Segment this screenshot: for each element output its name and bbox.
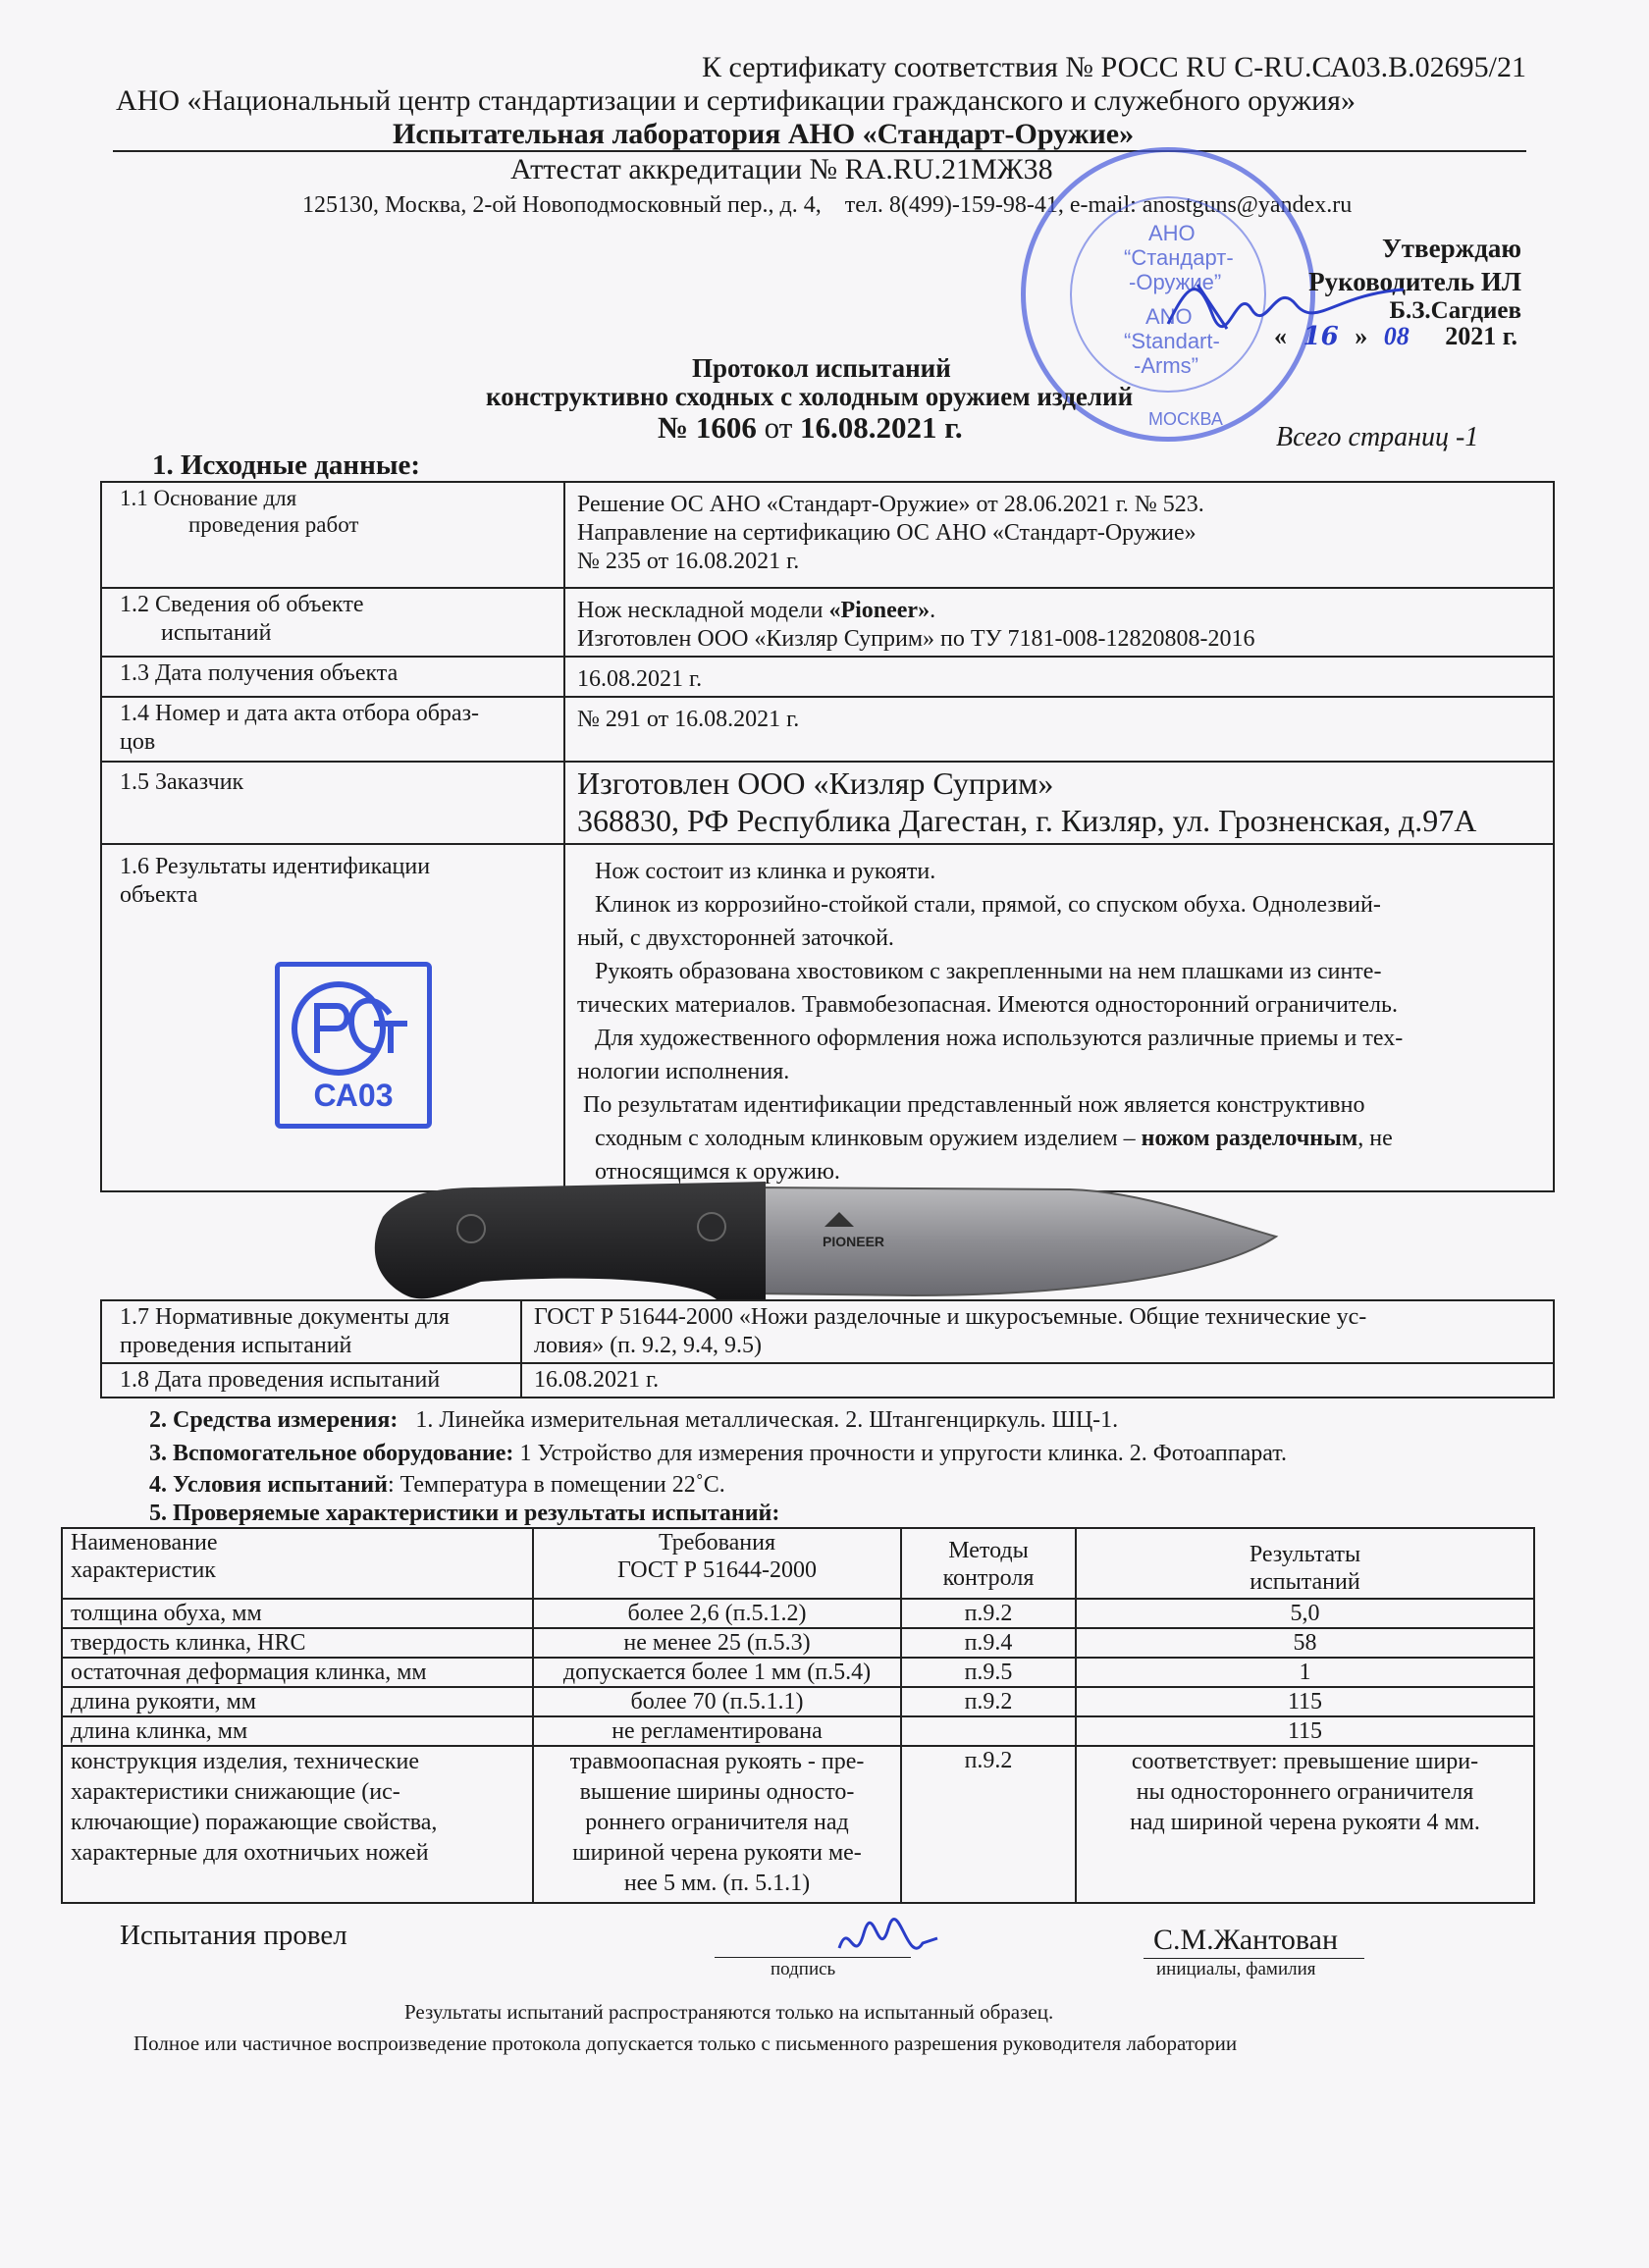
cell-method: п.9.5 (901, 1658, 1076, 1687)
table-row (62, 1658, 1534, 1687)
cell-text: ловия» (п. 9.2, 9.4, 9.5) (534, 1333, 763, 1358)
tester-signature (829, 1909, 947, 1978)
cell-method (901, 1716, 1076, 1746)
protocol-subtitle: конструктивно сходных с холодным оружием изделий (486, 382, 1134, 411)
cell-text: испытаний (161, 620, 272, 646)
list-text: 1. Линейка измерительная металлическая. 2. Штангенциркуль. ШЦ-1. (398, 1407, 1119, 1433)
row-value (521, 1363, 1554, 1398)
name-caption: инициалы, фамилия (1156, 1959, 1316, 1979)
cell-text: № 235 от 16.08.2021 г. (577, 549, 800, 574)
signature-caption: подпись (771, 1959, 836, 1979)
cell-text: характеристики снижающие (ис- (71, 1779, 400, 1805)
test-conditions (149, 1470, 725, 1500)
header-cell (1076, 1528, 1534, 1599)
cell-requirement: допускается более 1 мм (п.5.4) (533, 1658, 901, 1687)
header-cell (62, 1528, 533, 1599)
list-text: 1 Устройство для измерения прочности и упругости клинка. 2. Фотоаппарат. (513, 1441, 1287, 1466)
cell-text: нологии исполнения. (577, 1059, 790, 1084)
table-row (62, 1746, 1534, 1903)
approve-month: 08 (1383, 322, 1410, 350)
cell-text: 1.2 Сведения об объекте (120, 592, 364, 617)
cell-text: ны одностороннего ограничителя (1136, 1779, 1474, 1805)
cell-text: характерные для охотничьих ножей (71, 1840, 429, 1866)
list-label: 2. Средства измерения: (149, 1407, 399, 1433)
cell-result: 58 (1076, 1628, 1534, 1658)
knife-photo (363, 1178, 1286, 1305)
cell-method: п.9.2 (901, 1746, 1076, 1903)
cell-text: 1.8 Дата проведения испытаний (120, 1367, 441, 1393)
approver-name: Б.З.Сагдиев (1389, 297, 1521, 324)
cell-text: над шириной черена рукояти 4 мм. (1130, 1810, 1480, 1835)
row-value (564, 588, 1554, 657)
cell-text: Изготовлен ООО «Кизляр Суприм» по ТУ 7181-008-12820808-2016 (577, 626, 1255, 652)
row-value (564, 657, 1554, 697)
stamp-text: -Arms” (1134, 353, 1198, 378)
disclaimer-1: Результаты испытаний распространяются только на испытанный образец. (404, 2000, 1054, 2024)
cell-text: 1.3 Дата получения объекта (120, 660, 399, 686)
approve-year: 2021 г. (1445, 322, 1518, 350)
cell-result (1076, 1746, 1534, 1903)
cell-requirement: более 2,6 (п.5.1.2) (533, 1599, 901, 1628)
quote-close: » (1355, 322, 1368, 350)
table-row (62, 1687, 1534, 1716)
cell-text: Нож состоит из клинка и рукояти. (595, 859, 936, 884)
cell-text: Методы (948, 1538, 1029, 1563)
section-initial-data: 1. Исходные данные: (152, 449, 421, 481)
approve-day: 16 (1303, 322, 1339, 351)
quote-open: « (1274, 322, 1287, 350)
cell-result: 1 (1076, 1658, 1534, 1687)
cell-text: проведения работ (188, 512, 359, 537)
cell-text: нее 5 мм. (п. 5.1.1) (623, 1871, 811, 1896)
row-label (101, 657, 564, 697)
total-pages: Всего страниц -1 (1276, 422, 1479, 452)
cell-name: длина рукояти, мм (62, 1687, 533, 1716)
checked-characteristics-heading: 5. Проверяемые характеристики и результаты испытаний: (149, 1501, 780, 1526)
cell-text: цов (120, 729, 156, 755)
results-table (61, 1527, 1535, 1904)
list-label: 3. Вспомогательное оборудование: (149, 1441, 514, 1466)
cell-requirement: более 70 (п.5.1.1) (533, 1687, 901, 1716)
cell-text: шириной черена рукояти ме- (572, 1840, 862, 1866)
row-label (101, 1300, 521, 1363)
header-cell (901, 1528, 1076, 1599)
cell-text: объекта (120, 882, 198, 908)
laboratory-name: Испытательная лаборатория АНО «Стандарт-Оружие» (393, 118, 1135, 150)
cell-text: ГОСТ Р 51644-2000 «Ножи разделочные и шкуросъемные. Общие технические ус- (534, 1304, 1367, 1330)
cell-text: № 291 от 16.08.2021 г. (577, 707, 800, 732)
table-row (62, 1628, 1534, 1658)
cell-text: роннего ограничителя над (585, 1810, 849, 1835)
cell-method: п.9.4 (901, 1628, 1076, 1658)
header-cell (533, 1528, 901, 1599)
disclaimer-2: Полное или частичное воспроизведение протокола допускается только с письменного разрешения руководителя лаборатории (133, 2031, 1238, 2055)
row-value (564, 844, 1554, 1191)
cell-text: По результатам идентификации представленный нож является конструктивно (583, 1092, 1365, 1118)
cell-text: Нож нескладной модели (577, 598, 829, 623)
cell-text: характеристик (71, 1557, 216, 1583)
cell-text: Наименование (71, 1530, 218, 1556)
protocol-title: Протокол испытаний (692, 353, 951, 383)
table-row (62, 1599, 1534, 1628)
cell-text: 1.7 Нормативные документы для (120, 1304, 451, 1330)
model-name: «Pioneer» (828, 598, 931, 623)
list-text: : Температура в помещении 22˚С. (387, 1472, 725, 1498)
approver-role: Руководитель ИЛ (1308, 267, 1521, 296)
cell-requirement: не регламентирована (533, 1716, 901, 1746)
stamp-text: ANO (1145, 304, 1193, 329)
cell-text: испытаний (1250, 1569, 1360, 1595)
address-line: 125130, Москва, 2-ой Новоподмосковный пер., д. 4, тел. 8(499)-159-98-41, e-mail: anostguns@yandex.ru (302, 192, 1353, 218)
row-label (101, 697, 564, 762)
cell-result: 115 (1076, 1687, 1534, 1716)
row-value (521, 1300, 1554, 1363)
row-label (101, 1363, 521, 1398)
measurement-tools (149, 1405, 1118, 1435)
cell-text: ГОСТ Р 51644-2000 (617, 1557, 817, 1583)
list-label: 4. Условия испытаний (149, 1472, 388, 1498)
row-value (564, 697, 1554, 762)
cell-text: контроля (942, 1565, 1035, 1591)
accreditation: Аттестат аккредитации № RA.RU.21МЖ38 (510, 153, 1053, 185)
approve-label: Утверждаю (1381, 234, 1521, 263)
cell-text: Направление на сертификацию ОС АНО «Стандарт-Оружие» (577, 520, 1197, 546)
cell-text: 1.1 Основание для (120, 486, 297, 510)
cell-text: ный, с двухсторонней заточкой. (577, 925, 894, 951)
cell-method: п.9.2 (901, 1599, 1076, 1628)
cell-text: Изготовлен ООО «Кизляр Суприм» (577, 765, 1054, 801)
certification-mark-code: СА03 (313, 1078, 394, 1113)
conducted-by-label: Испытания провел (120, 1920, 347, 1951)
protocol-number (658, 410, 963, 446)
cell-text: Требования (658, 1530, 775, 1556)
cell-text: 16.08.2021 г. (577, 666, 703, 692)
protocol-date: 16.08.2021 г. (800, 410, 963, 445)
certification-mark-logo (275, 962, 432, 1129)
cell-text: , не (1357, 1126, 1393, 1151)
cell-text: Клинок из коррозийно-стойкой стали, прямой, со спуском обуха. Однолезвий- (595, 892, 1381, 918)
row-value (564, 482, 1554, 588)
cell-text: вышение ширины односто- (579, 1779, 855, 1805)
protocol-no: № 1606 (658, 410, 757, 445)
cell-text: травмоопасная рукоять - пре- (569, 1749, 865, 1774)
row-label (101, 588, 564, 657)
cell-name: длина клинка, мм (62, 1716, 533, 1746)
stamp-text: “Стандарт- (1124, 245, 1234, 270)
cell-text: Результаты (1249, 1542, 1361, 1567)
cell-text: 1.5 Заказчик (120, 769, 244, 795)
stamp-text: -Оружие” (1129, 270, 1222, 294)
table-row (62, 1716, 1534, 1746)
cell-name: толщина обуха, мм (62, 1599, 533, 1628)
cell-text: тических материалов. Травмобезопасная. Имеются односторонний ограничитель. (577, 992, 1398, 1018)
cell-text: Решение ОС АНО «Стандарт-Оружие» от 28.06.2021 г. № 523. (577, 492, 1204, 517)
cell-text: соответствует: превышение шири- (1131, 1749, 1479, 1774)
cell-text: 1.4 Номер и дата акта отбора образ- (120, 701, 480, 726)
stamp-text: “Standart- (1124, 329, 1220, 353)
row-label (101, 762, 564, 844)
cell-text: сходным с холодным клинковым оружием изделием – (595, 1126, 1142, 1151)
cell-text: проведения испытаний (120, 1333, 352, 1358)
cell-text: Для художественного оформления ножа используются различные приемы и тех- (595, 1026, 1404, 1051)
cell-name (62, 1746, 533, 1903)
cell-method: п.9.2 (901, 1687, 1076, 1716)
director-signature (1158, 265, 1413, 343)
cell-name: твердость клинка, HRC (62, 1628, 533, 1658)
cell-text-bold: ножом разделочным (1141, 1126, 1358, 1151)
row-label (101, 482, 564, 588)
cell-name: остаточная деформация клинка, мм (62, 1658, 533, 1687)
cell-requirement: не менее 25 (п.5.3) (533, 1628, 901, 1658)
tester-name: С.М.Жантован (1153, 1924, 1339, 1956)
auxiliary-equipment (149, 1439, 1287, 1468)
organization-name: АНО «Национальный центр стандартизации и сертификации гражданского и служебного оружия» (116, 84, 1356, 117)
cell-text: 16.08.2021 г. (534, 1367, 660, 1393)
certificate-reference: К сертификату соответствия № РОСС RU С-RU.СА03.В.02695/21 (702, 51, 1526, 83)
cell-text: Рукоять образована хвостовиком с закрепленными на нем плашками из синте- (595, 959, 1382, 984)
cell-text: конструкция изделия, технические (71, 1749, 420, 1774)
cell-text: относящимся к оружию. (595, 1159, 840, 1185)
protocol-from: от (764, 410, 793, 445)
cell-text: 368830, РФ Республика Дагестан, г. Кизляр, ул. Грозненская, д.97А (577, 803, 1477, 838)
header-rule (113, 150, 1526, 152)
cell-result: 5,0 (1076, 1599, 1534, 1628)
stamp-text: АНО (1148, 221, 1196, 245)
normative-table (100, 1299, 1555, 1398)
cell-text: 1.6 Результаты идентификации (120, 854, 431, 879)
cell-result: 115 (1076, 1716, 1534, 1746)
cell-text: . (930, 598, 936, 623)
stamp-text: МОСКВА (1148, 409, 1223, 429)
cell-requirement (533, 1746, 901, 1903)
knife-brand-logo: PIONEER (823, 1234, 885, 1249)
row-value (564, 762, 1554, 844)
cell-text: ключающие) поражающие свойства, (71, 1810, 438, 1835)
